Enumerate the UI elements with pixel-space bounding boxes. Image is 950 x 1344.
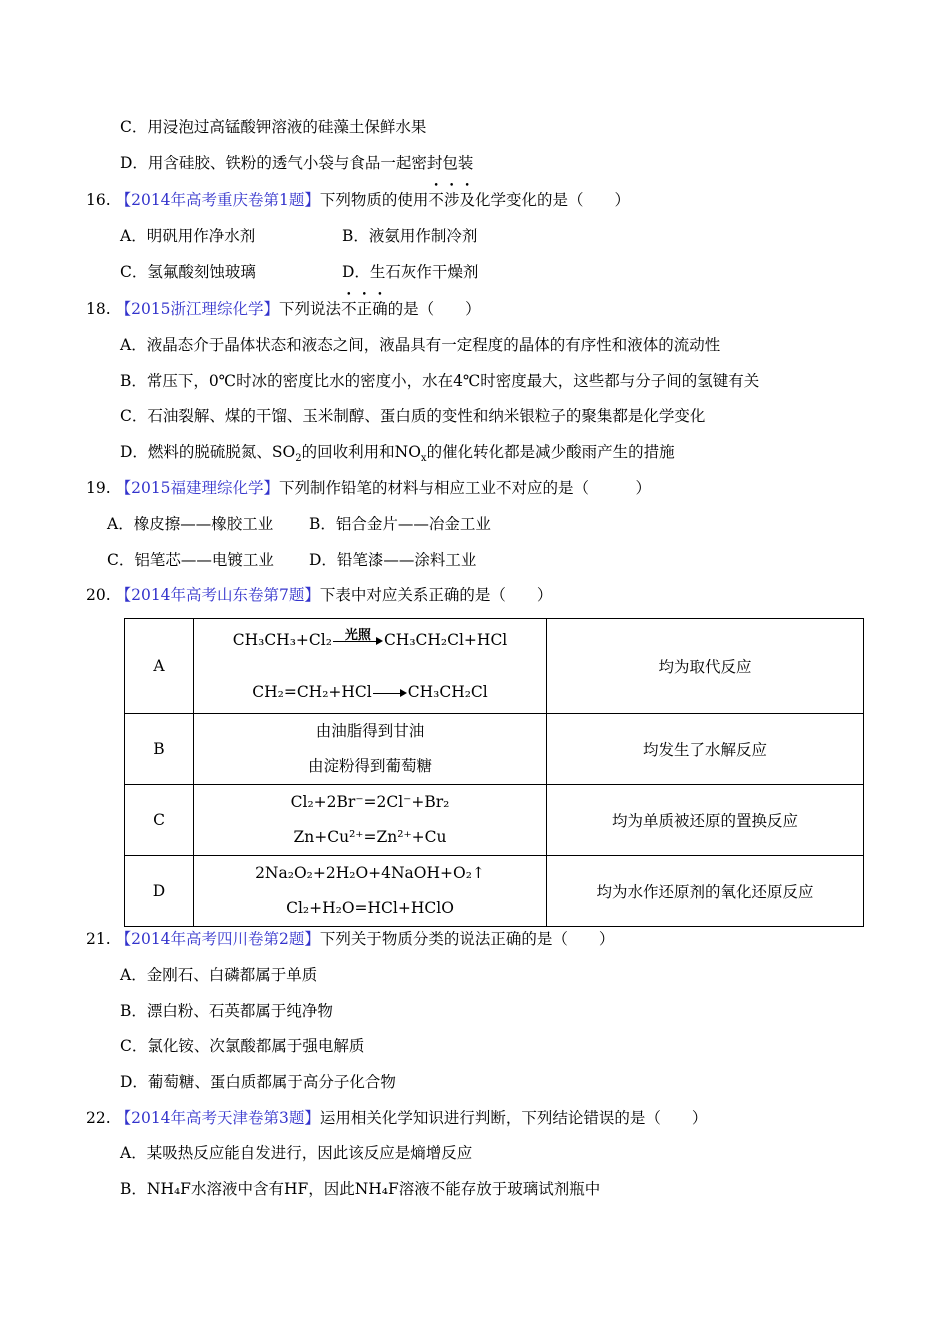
stem-text: 运用相关化学知识进行判断，下列结论错误的是（ ）	[319, 1109, 708, 1127]
q22-option-b: B．NH₄F水溶液中含有HF，因此NH₄F溶液不能存放于玻璃试剂瓶中	[120, 1180, 601, 1198]
stem-text: 下表中对应关系正确的是（ ）	[319, 586, 553, 604]
row-label: A	[125, 619, 194, 714]
equation: Cl₂+H₂O=HCl+HClO	[286, 899, 454, 917]
equations-cell	[194, 856, 547, 927]
q16-option-a: A．明矾用作净水剂	[120, 227, 256, 245]
emphasis-char: 涉	[443, 191, 460, 209]
emphasis-char: 及	[459, 191, 475, 209]
equation: CH₃CH₃+Cl₂ 光照 CH₃CH₂Cl+HCl	[232, 628, 508, 649]
q22-option-a: A．某吸热反应能自发进行，因此该反应是熵增反应	[120, 1144, 473, 1162]
q18-option-c: C．石油裂解、煤的干馏、玉米制醇、蛋白质的变性和纳米银粒子的聚集都是化学变化	[120, 407, 706, 425]
q22-stem	[86, 1108, 707, 1128]
stem-text: 下列关于物质分类的说法正确的是（ ）	[319, 930, 615, 948]
q18-option-d: D．燃料的脱硫脱氮、$SO_2$的回收利用和$NO_x$的催化转化都是减少酸雨产生的措施	[120, 443, 675, 465]
conclusion-cell: 均为取代反应	[547, 619, 864, 714]
q19-option-b: B．铝合金片——冶金工业	[309, 515, 491, 533]
equation: Zn+Cu²⁺=Zn²⁺+Cu	[293, 828, 447, 846]
q21-option-a: A．金刚石、白磷都属于单质	[120, 966, 318, 984]
q21-option-d: D．葡萄糖、蛋白质都属于高分子化合物	[120, 1073, 396, 1091]
table-row	[125, 619, 864, 714]
stem-text: 下列制作铅笔的材料与相应工业不对应的是（ ）	[279, 479, 652, 497]
question-source: 【2014年高考山东卷第7题】	[115, 586, 320, 604]
table-row	[125, 785, 864, 856]
q19-option-d: D．铅笔漆——涂料工业	[309, 551, 477, 569]
q20-stem	[86, 585, 552, 605]
stem-text: 下列物质的使用	[319, 191, 429, 209]
equations-cell	[194, 785, 547, 856]
question-source: 【2015浙江理综化学】	[115, 300, 280, 318]
row-label: D	[125, 856, 194, 927]
question-number: 20.	[86, 586, 111, 604]
question-source: 【2014年高考天津卷第3题】	[115, 1109, 320, 1127]
conclusion-cell: 均为水作还原剂的氧化还原反应	[547, 856, 864, 927]
equations-cell	[194, 619, 547, 714]
equation: 2Na₂O₂+2H₂O+4NaOH+O₂↑	[255, 864, 485, 882]
q15-option-c: C．用浸泡过高锰酸钾溶液的硅藻土保鲜水果	[120, 118, 427, 136]
q21-option-c: C．氯化铵、次氯酸都属于强电解质	[120, 1037, 365, 1055]
q18-option-a: A．液晶态介于晶体状态和液态之间，液晶具有一定程度的晶体的有序性和液体的流动性	[120, 336, 721, 354]
question-source: 【2014年高考四川卷第2题】	[115, 930, 320, 948]
q20-table	[124, 618, 864, 927]
stem-text: 化学变化的是（ ）	[474, 191, 630, 209]
q18-stem	[86, 299, 481, 319]
q16-option-b: B．液氨用作制冷剂	[342, 227, 478, 245]
q21-option-b: B．漂白粉、石英都属于纯净物	[120, 1002, 333, 1020]
question-source: 【2015福建理综化学】	[115, 479, 280, 497]
question-source: 【2014年高考重庆卷第1题】	[115, 191, 320, 209]
row-label: C	[125, 785, 194, 856]
q16-stem	[86, 190, 630, 210]
equation: CH₂=CH₂+HCl CH₃CH₂Cl	[252, 683, 488, 701]
table-row	[125, 856, 864, 927]
q19-stem	[86, 478, 651, 498]
stem-text: 的是（ ）	[387, 300, 481, 318]
emphasis-char: 不	[428, 191, 444, 209]
q16-option-c: C．氢氟酸刻蚀玻璃	[120, 263, 256, 281]
question-number: 18.	[86, 300, 111, 318]
reaction-arrow	[373, 688, 407, 698]
row-label: B	[125, 714, 194, 785]
question-number: 22.	[86, 1109, 111, 1127]
equation: Cl₂+2Br⁻=2Cl⁻+Br₂	[290, 793, 450, 811]
table-row	[125, 714, 864, 785]
q16-option-d: D．生石灰作干燥剂	[342, 263, 479, 281]
question-number: 21.	[86, 930, 111, 948]
question-number: 16.	[86, 191, 111, 209]
conclusion-cell: 均发生了水解反应	[547, 714, 864, 785]
question-number: 19.	[86, 479, 111, 497]
q15-option-d: D．用含硅胶、铁粉的透气小袋与食品一起密封包装	[120, 154, 474, 172]
stem-text: 下列说法	[279, 300, 342, 318]
emphasis-char: 不	[341, 300, 357, 318]
q19-option-a: A．橡皮擦——橡胶工业	[107, 515, 274, 533]
emphasis-char: 正	[356, 300, 373, 318]
reaction-arrow: 光照	[333, 636, 383, 646]
emphasis-char: 确	[372, 300, 388, 318]
q19-option-c: C．铝笔芯——电镀工业	[107, 551, 274, 569]
reactions-cell: 由油脂得到甘油 由淀粉得到葡萄糖	[194, 714, 547, 785]
conclusion-cell: 均为单质被还原的置换反应	[547, 785, 864, 856]
q18-option-b: B．常压下，0℃时冰的密度比水的密度小，水在4℃时密度最大，这些都与分子间的氢键有关	[120, 372, 760, 390]
q21-stem	[86, 929, 614, 949]
